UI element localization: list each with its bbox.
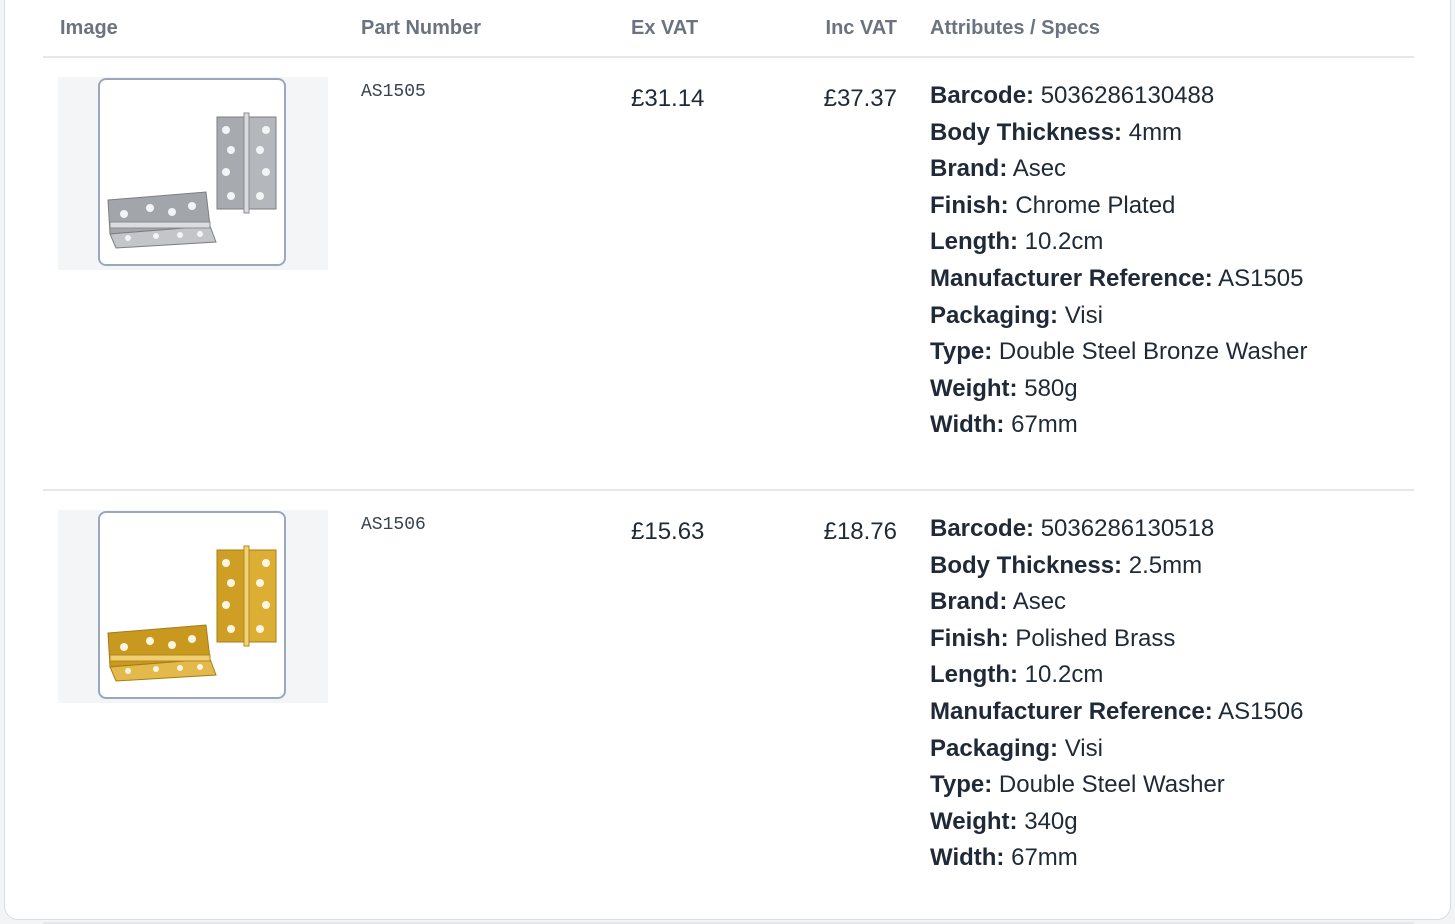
attribute-body-thickness: Body Thickness: 2.5mm (930, 551, 1203, 579)
hinge-icon (100, 513, 284, 697)
attribute-length: Length: 10.2cm (930, 228, 1104, 256)
part-number: AS1506 (344, 490, 614, 923)
header-part-number[interactable]: Part Number (344, 1, 614, 57)
attribute-length: Length: 10.2cm (930, 661, 1104, 689)
attribute-manufacturer-reference: Manufacturer Reference: AS1506 (930, 697, 1304, 725)
table-row (43, 57, 1414, 490)
chrome-hinge-image[interactable] (98, 78, 286, 266)
attribute-weight: Weight: 580g (930, 374, 1078, 402)
header-ex-vat[interactable]: Ex VAT (614, 1, 771, 57)
price-ex-vat: £15.63 (614, 490, 771, 923)
header-attributes[interactable]: Attributes / Specs (913, 1, 1414, 57)
attribute-packaging: Packaging: Visi (930, 734, 1103, 762)
attribute-type: Type: Double Steel Washer (930, 771, 1225, 799)
part-number: AS1505 (344, 57, 614, 490)
attribute-brand: Brand: Asec (930, 155, 1067, 183)
header-inc-vat[interactable]: Inc VAT (771, 1, 913, 57)
attribute-manufacturer-reference: Manufacturer Reference: AS1505 (930, 264, 1304, 292)
product-table-card (4, 0, 1451, 920)
product-image-background (58, 77, 328, 270)
product-image-cell (43, 490, 344, 923)
attribute-weight: Weight: 340g (930, 807, 1078, 835)
brass-hinge-image[interactable] (98, 511, 286, 699)
attribute-barcode: Barcode: 5036286130518 (930, 515, 1215, 542)
attributes-cell (913, 490, 1414, 923)
attribute-packaging: Packaging: Visi (930, 301, 1103, 329)
header-image[interactable]: Image (43, 1, 344, 57)
attribute-body-thickness: Body Thickness: 4mm (930, 118, 1183, 146)
price-inc-vat: £18.76 (771, 490, 913, 923)
attribute-finish: Finish: Chrome Plated (930, 191, 1176, 219)
table-header-row (43, 1, 1414, 57)
attribute-width: Width: 67mm (930, 844, 1078, 872)
attribute-width: Width: 67mm (930, 411, 1078, 439)
attribute-barcode: Barcode: 5036286130488 (930, 82, 1215, 109)
attribute-finish: Finish: Polished Brass (930, 624, 1176, 652)
attribute-brand: Brand: Asec (930, 588, 1067, 616)
attribute-type: Type: Double Steel Bronze Washer (930, 338, 1308, 366)
product-image-background (58, 510, 328, 703)
product-table (43, 1, 1414, 924)
product-image-cell (43, 57, 344, 490)
price-inc-vat: £37.37 (771, 57, 913, 490)
attributes-cell (913, 57, 1414, 490)
table-row (43, 490, 1414, 923)
price-ex-vat: £31.14 (614, 57, 771, 490)
hinge-icon (100, 80, 284, 264)
